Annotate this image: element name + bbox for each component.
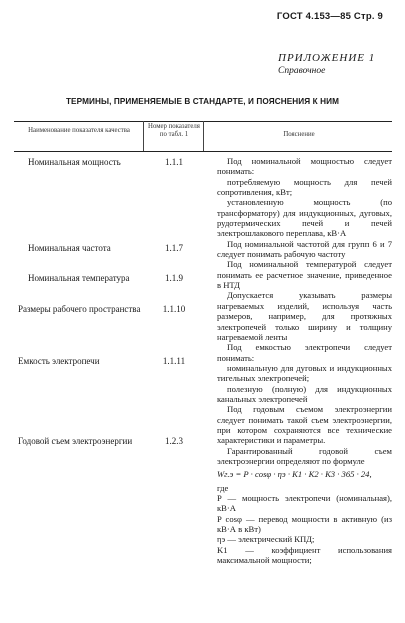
explanation-line: потребляемую мощность для печей сопротивления, кВт; xyxy=(217,176,392,198)
table-row-name: Номинальная частота xyxy=(28,243,111,253)
explanation-line: Под номинальной температурой следует понимать ее расчетное значение, приведенное в НТД xyxy=(217,259,392,291)
appendix-block xyxy=(278,52,383,76)
explanation-line: Под номинальной частотой для групп 6 и 7 следует понимать рабочую частоту xyxy=(217,238,392,260)
explanation-line: ηэ — электрический КПД; xyxy=(217,534,315,545)
appendix-subtitle: Справочное xyxy=(278,66,326,76)
explanation-line: где xyxy=(217,482,229,493)
section-title: ТЕРМИНЫ, ПРИМЕНЯЕМЫЕ В СТАНДАРТЕ, И ПОЯСНЕНИЯ К НИМ xyxy=(65,97,340,106)
table-row-number: 1.1.9 xyxy=(165,273,183,283)
table-row-number: 1.2.3 xyxy=(165,436,183,446)
column-header-explanation: Пояснение xyxy=(283,131,315,138)
table-row-number: 1.1.11 xyxy=(162,356,186,366)
explanation-line: Под номинальной мощностью следует понимать: xyxy=(217,156,392,177)
table-row-number: 1.1.1 xyxy=(165,157,183,167)
explanation-line: P — мощность электропечи (номинальная), кВ·А xyxy=(217,493,392,514)
table-header-rule xyxy=(14,151,392,152)
explanation-line: K1 — коэффициент использования максимальной мощности; xyxy=(217,544,392,566)
explanation-line: Гарантированный годовой съем электроэнергии определяют по формуле xyxy=(217,445,392,466)
explanation-line: установленную мощность (по трансформатору) для индукционных, дуговых, рудотермических печей и печей электрошлакового переплава, кВ·А xyxy=(217,197,392,239)
explanation-line: Допускается указывать размеры нагреваемых изделий, используя часть размеров, например, для протяжных электропечей только ширину и толщину нагреваемой ленты xyxy=(217,290,392,342)
explanation-line: Под емкостью электропечи следует понимать: xyxy=(217,342,392,363)
appendix-title: ПРИЛОЖЕНИЕ 1 xyxy=(278,52,376,64)
explanation-line: полезную (полную) для индукционных канальных электропечей xyxy=(217,383,392,404)
table-row-name: Номинальная мощность xyxy=(28,157,121,167)
table-row-name: Годовой съем электроэнергии xyxy=(18,436,133,446)
column-divider xyxy=(203,121,204,151)
table-row-name: Размеры рабочего пространства xyxy=(18,304,141,314)
table-row-name: Номинальная температура xyxy=(28,273,130,283)
explanation-line: P cosφ — перевод мощности в активную (из кВ·А в кВт) xyxy=(217,513,392,535)
page-header: ГОСТ 4.153—85 Стр. 9 xyxy=(276,11,383,22)
explanation-column xyxy=(217,156,392,565)
table-row-number: 1.1.7 xyxy=(165,243,183,253)
table-row-number: 1.1.10 xyxy=(162,304,186,314)
column-header-name: Наименование показателя качества xyxy=(28,127,130,134)
column-divider xyxy=(143,121,144,151)
column-header-number: Номер показателя по табл. 1 xyxy=(148,123,200,138)
explanation-line: Под годовым съемом электроэнергии следует понимать такой съем электроэнергии, при котором сохраняются все технические характеристики и параметры. xyxy=(217,404,392,446)
table-row-name: Емкость электропечи xyxy=(18,356,100,366)
explanation-line: номинальную для дуговых и индукционных тигельных электропечей; xyxy=(217,362,392,384)
formula: Wг.э = P · cosφ · ηэ · K1 · K2 · K3 · 365 · 24, xyxy=(217,469,372,480)
